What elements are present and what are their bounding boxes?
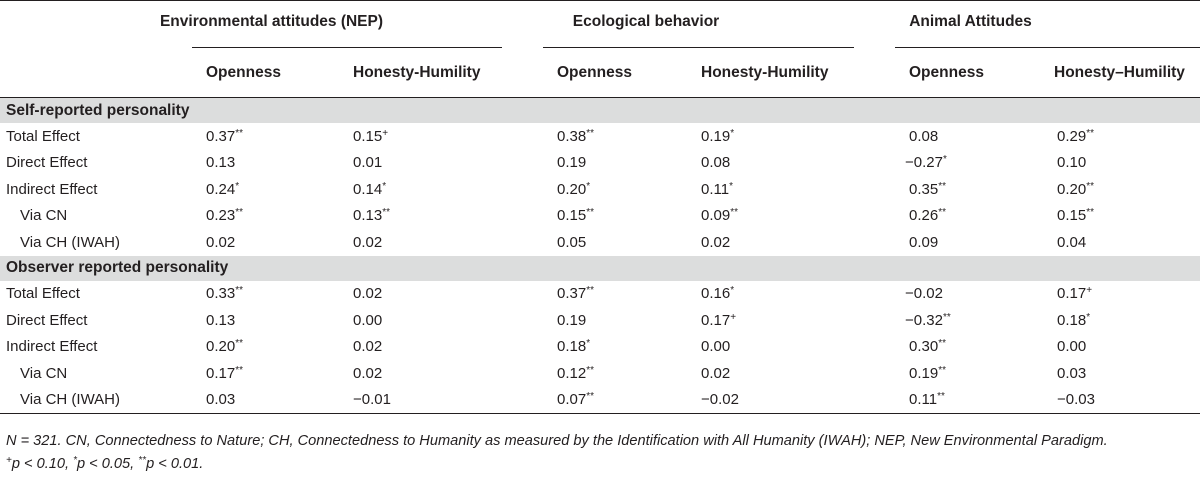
cell-value: 0.13 [206, 154, 236, 172]
significance-marker: ** [382, 207, 390, 219]
cell-value: 0.02 [353, 364, 383, 382]
table-row [0, 360, 1200, 387]
row-label: Via CH (IWAH) [20, 233, 121, 251]
table-cell [891, 150, 1052, 177]
table-cell [699, 150, 891, 177]
subheader-cell: Openness [891, 49, 1052, 98]
cell-value: 0.19 [909, 364, 939, 382]
cell-value: 0.37 [206, 127, 236, 145]
significance-marker: + [382, 127, 389, 139]
significance-marker: * [586, 180, 591, 192]
cell-value: 0.14 [353, 180, 383, 198]
significance-marker: ** [235, 338, 243, 350]
table-cell [351, 123, 543, 150]
cell-value: −0.02 [905, 285, 943, 303]
group-header-ecological: Ecological behavior [572, 13, 720, 30]
cell-value: −0.03 [1057, 391, 1095, 409]
cell-value: 0.02 [353, 233, 383, 251]
significance-marker: ** [586, 391, 594, 403]
table-row [0, 307, 1200, 334]
footnote-line-1: N = 321. CN, Connectedness to Nature; CH, Connectedness to Humanity as measured by the Identification with All Humanity (IWAH); NEP, New Environmental Paradigm. [6, 433, 1108, 449]
row-label: Via CN [20, 364, 68, 382]
cell-value: 0.08 [701, 154, 731, 172]
significance-marker: ** [235, 285, 243, 297]
cell-value: 0.08 [909, 127, 939, 145]
row-label: Total Effect [6, 127, 80, 145]
table-row [0, 229, 1200, 256]
cell-value: 0.03 [206, 391, 236, 409]
row-label: Indirect Effect [6, 180, 98, 198]
subheader-cell: Openness [543, 49, 699, 98]
significance-marker: ** [1086, 127, 1094, 139]
table-cell [1052, 307, 1200, 334]
table-cell [891, 229, 1052, 256]
table-cell [891, 360, 1052, 387]
table-cell [699, 123, 891, 150]
significance-marker: ** [235, 127, 243, 139]
cell-value: 0.19 [557, 154, 587, 172]
cell-value: 0.05 [557, 233, 587, 251]
plus-symbol: + [6, 455, 12, 466]
significance-marker: * [382, 180, 387, 192]
table-cell [351, 203, 543, 230]
significance-marker: ** [938, 207, 946, 219]
table-cell [543, 176, 699, 203]
significance-marker: ** [1086, 207, 1094, 219]
table-cell [1052, 176, 1200, 203]
section-title: Observer reported personality [0, 256, 1200, 281]
table-cell [543, 360, 699, 387]
cell-value: 0.17 [701, 311, 731, 329]
cell-value: 0.16 [701, 285, 731, 303]
table-cell [192, 176, 351, 203]
table-cell [1052, 387, 1200, 414]
table-cell [699, 229, 891, 256]
significance-marker: ** [942, 311, 951, 323]
table-row [0, 334, 1200, 361]
group-header-animal: Animal Attitudes [909, 13, 1032, 30]
table-cell [891, 203, 1052, 230]
cell-value: −0.27 [905, 154, 943, 172]
significance-marker: ** [235, 207, 243, 219]
cell-value: 0.20 [206, 338, 236, 356]
table-cell [192, 229, 351, 256]
cell-value: 0.17 [1057, 285, 1087, 303]
group-header-row [0, 1, 1200, 49]
cell-value: 0.03 [1057, 364, 1087, 382]
cell-value: 0.01 [353, 154, 383, 172]
table-cell [699, 360, 891, 387]
table-cell [1052, 150, 1200, 177]
cell-value: 0.09 [909, 233, 939, 251]
bottom-rule [0, 413, 1200, 414]
cell-value: 0.19 [701, 127, 731, 145]
cell-value: 0.11 [701, 180, 730, 198]
cell-value: 0.00 [1057, 338, 1087, 356]
cell-value: 0.29 [1057, 127, 1087, 145]
table-cell [543, 203, 699, 230]
table-cell [1052, 360, 1200, 387]
row-label: Direct Effect [6, 311, 88, 329]
subheader-cell: Honesty–Humility [1052, 49, 1200, 98]
table-cell [192, 307, 351, 334]
table-cell [891, 176, 1052, 203]
table-row [0, 203, 1200, 230]
cell-value: 0.33 [206, 285, 236, 303]
significance-marker: ** [235, 364, 243, 376]
cell-value: 0.13 [353, 207, 383, 225]
row-label: Via CN [20, 207, 68, 225]
cell-value: 0.15 [557, 207, 587, 225]
cell-value: 0.09 [701, 207, 731, 225]
group-header-nep: Environmental attitudes (NEP) [159, 13, 384, 30]
table-cell [1052, 229, 1200, 256]
significance-marker: * [942, 154, 947, 166]
row-label: Indirect Effect [6, 338, 98, 356]
cell-value: 0.20 [557, 180, 587, 198]
cell-value: 0.12 [557, 364, 587, 382]
table-cell [891, 387, 1052, 414]
table-row [0, 387, 1200, 414]
significance-marker: ** [938, 180, 946, 192]
table-cell [192, 387, 351, 414]
table-cell [192, 203, 351, 230]
cell-value: 0.10 [1057, 154, 1087, 172]
cell-value: 0.17 [206, 364, 236, 382]
table-cell [351, 150, 543, 177]
table-row [0, 281, 1200, 308]
significance-marker: * [1086, 311, 1091, 323]
table-cell [192, 334, 351, 361]
section-header-row [0, 256, 1200, 281]
table-cell [543, 307, 699, 334]
table-cell [699, 334, 891, 361]
cell-value: 0.38 [557, 127, 587, 145]
row-label: Direct Effect [6, 154, 88, 172]
table-cell [1052, 123, 1200, 150]
significance-marker: ** [586, 364, 594, 376]
cell-value: 0.35 [909, 180, 939, 198]
cell-value: 0.00 [701, 338, 731, 356]
subheader-cell: Honesty-Humility [699, 49, 891, 98]
cell-value: 0.30 [909, 338, 939, 356]
cell-value: 0.00 [353, 311, 383, 329]
significance-marker: * [730, 285, 735, 297]
table-cell [351, 387, 543, 414]
row-label: Via CH (IWAH) [20, 391, 121, 409]
table-cell [699, 281, 891, 308]
table-cell [699, 176, 891, 203]
table-cell [543, 387, 699, 414]
table-cell [699, 203, 891, 230]
cell-value: 0.02 [206, 233, 236, 251]
significance-marker: ** [586, 127, 594, 139]
table-cell [543, 334, 699, 361]
significance-marker: + [730, 311, 737, 323]
table-cell [543, 229, 699, 256]
table-cell [351, 360, 543, 387]
cell-value: −0.32 [905, 311, 943, 329]
cell-value: 0.07 [557, 391, 587, 409]
table-cell [891, 123, 1052, 150]
subheader-row [0, 49, 1200, 98]
table-cell [192, 281, 351, 308]
significance-marker: * [235, 180, 240, 192]
cell-value: 0.11 [909, 391, 938, 409]
cell-value: 0.02 [701, 233, 731, 251]
cell-value: 0.15 [1057, 207, 1087, 225]
significance-marker: ** [586, 285, 594, 297]
table-cell [192, 150, 351, 177]
cell-value: 0.18 [557, 338, 587, 356]
significance-marker: * [729, 180, 733, 192]
group-underline-animal [895, 47, 1200, 48]
table-cell [699, 387, 891, 414]
footnote-line-2: +p < 0.10, *p < 0.05, **p < 0.01. [6, 455, 204, 472]
cell-value: 0.23 [206, 207, 236, 225]
table-cell [1052, 203, 1200, 230]
group-underline-ecological [543, 47, 854, 48]
table-cell [351, 281, 543, 308]
cell-value: −0.01 [353, 391, 391, 409]
subheader-cell: Honesty-Humility [351, 49, 543, 98]
significance-marker: ** [586, 207, 594, 219]
significance-marker: * [730, 127, 735, 139]
significance-marker: * [586, 338, 591, 350]
table-cell [351, 334, 543, 361]
significance-marker: ** [1086, 180, 1094, 192]
cell-value: 0.15 [353, 127, 383, 145]
table-cell [543, 281, 699, 308]
cell-value: 0.13 [206, 311, 236, 329]
table-cell [351, 176, 543, 203]
table-cell [891, 307, 1052, 334]
subheader-cell: Openness [192, 49, 351, 98]
significance-marker: ** [938, 338, 946, 350]
cell-value: 0.26 [909, 207, 939, 225]
table-cell [1052, 334, 1200, 361]
table-cell [1052, 281, 1200, 308]
group-underline-nep [192, 47, 502, 48]
significance-marker: ** [937, 391, 945, 403]
table-cell [543, 123, 699, 150]
cell-value: −0.02 [701, 391, 739, 409]
table-cell [699, 307, 891, 334]
significance-marker: + [1086, 285, 1093, 297]
table-cell [891, 334, 1052, 361]
cell-value: 0.37 [557, 285, 587, 303]
table-footnote [6, 431, 1196, 474]
section-title: Self-reported personality [0, 98, 1200, 124]
table-cell [543, 150, 699, 177]
cell-value: 0.19 [557, 311, 587, 329]
table-row [0, 150, 1200, 177]
table-cell [192, 123, 351, 150]
table-row [0, 123, 1200, 150]
table-cell [351, 307, 543, 334]
cell-value: 0.04 [1057, 233, 1087, 251]
row-label: Total Effect [6, 285, 80, 303]
cell-value: 0.18 [1057, 311, 1087, 329]
section-header-row [0, 98, 1200, 124]
cell-value: 0.02 [353, 285, 383, 303]
table-cell [351, 229, 543, 256]
cell-value: 0.02 [353, 338, 383, 356]
significance-marker: ** [938, 364, 946, 376]
cell-value: 0.02 [701, 364, 731, 382]
significance-marker: ** [730, 207, 738, 219]
cell-value: 0.20 [1057, 180, 1087, 198]
table-cell [891, 281, 1052, 308]
cell-value: 0.24 [206, 180, 236, 198]
table-cell [192, 360, 351, 387]
table-row [0, 176, 1200, 203]
